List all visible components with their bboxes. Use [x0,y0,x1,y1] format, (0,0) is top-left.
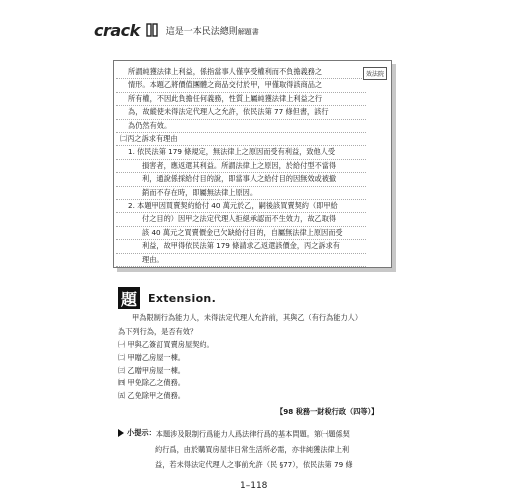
hint-label-text: 小提示： [127,428,156,437]
answer-line: 理由。 [116,253,366,267]
answer-line: 情形。本題乙將價值團體之商品交付於甲，甲僅取得該商品之 [116,78,366,92]
arrow-right-icon [118,429,124,437]
page-number: 1–118 [240,481,268,491]
answer-line: 該 40 萬元之買賣價金已欠缺給付目的，自屬無法律上原因而受 [116,226,366,240]
question-line: 甲為限制行為能力人，未得法定代理人允許前，其與乙（有行為能力人） [132,313,363,322]
book-title [166,24,259,37]
brand-logo: crack [94,20,140,40]
hint-line: 約行爲，由於購買房屋非日常生活所必需，亦非純獲法律上利 [155,444,350,454]
answer-line: 付之目的）因甲之法定代理人拒絕承認而不生效力，故乙取得 [116,212,366,226]
book-title-main: 這是一本民法總則 [165,26,238,37]
answer-line: 為，故縱使未得法定代理人之允許，依民法第 77 條但書，該行 [116,105,366,119]
extension-label: Extension. [148,291,217,305]
answer-line: 為仍然有效。 [116,119,366,133]
answer-line: 所有權，不因此負擔任何義務，性質上屬純獲法律上利益之行 [116,92,366,106]
answer-line: 2. 本題甲因買賣契約給付 40 萬元於乙，嗣後該買賣契約（即甲給 [116,199,366,213]
option-item: ㈡ 甲贈乙房屋一棟。 [118,352,185,362]
answer-line: 1. 依民法第 179 條規定，無法律上之原因而受有利益，致他人受 [116,145,366,159]
question-badge: 題 [118,287,140,309]
exam-source: 【98 稅務一財稅行政（四等）】 [276,407,379,416]
hint-label [118,425,156,440]
hint-text: 本題涉及限制行爲能力人爲法律行爲的基本問題。第㈠題係契 [155,429,350,439]
option-item: ㈢ 乙贈甲房屋一棟。 [118,365,185,375]
hint-line: 益，若未得法定代理人之事前允許（民 §77），依民法第 79 條 [155,459,353,469]
question-options [118,339,214,403]
hint-line [118,425,400,442]
source-tag: 效法院 [363,67,387,80]
answer-line: 利，通說係採給付目的說，即當事人之給付目的因無效或被撤 [116,172,366,186]
answer-lines [114,61,366,267]
extension-heading [118,287,216,309]
page-header [94,20,259,40]
answer-line: 損害者，應返還其利益。所謂法律上之原因，於給付型不當得 [116,159,366,173]
book-logo-icon [146,23,158,37]
hint-section [118,425,400,472]
answer-line: 所謂純獲法律上利益，係指當事人僅享受權利而不負擔義務之 [116,65,366,79]
option-item: ㈠ 甲與乙簽訂買賣房屋契約。 [118,340,214,349]
book-title-sub: 解題書 [237,27,259,36]
answer-line: 利益，故甲得依民法第 179 條請求乙返還該價金，丙之訴求有 [116,239,366,253]
answer-line: 銷而不存在時，即屬無法律上原因。 [116,186,366,200]
question-text [118,311,400,338]
option-item: ㈣ 甲免除乙之債務。 [118,378,185,388]
answer-box [113,60,392,268]
answer-line: ㈡丙之訴求有理由 [116,132,366,146]
option-item: ㈤ 乙免除甲之債務。 [118,391,185,401]
question-line: 為下列行為，是否有效？ [118,326,198,336]
